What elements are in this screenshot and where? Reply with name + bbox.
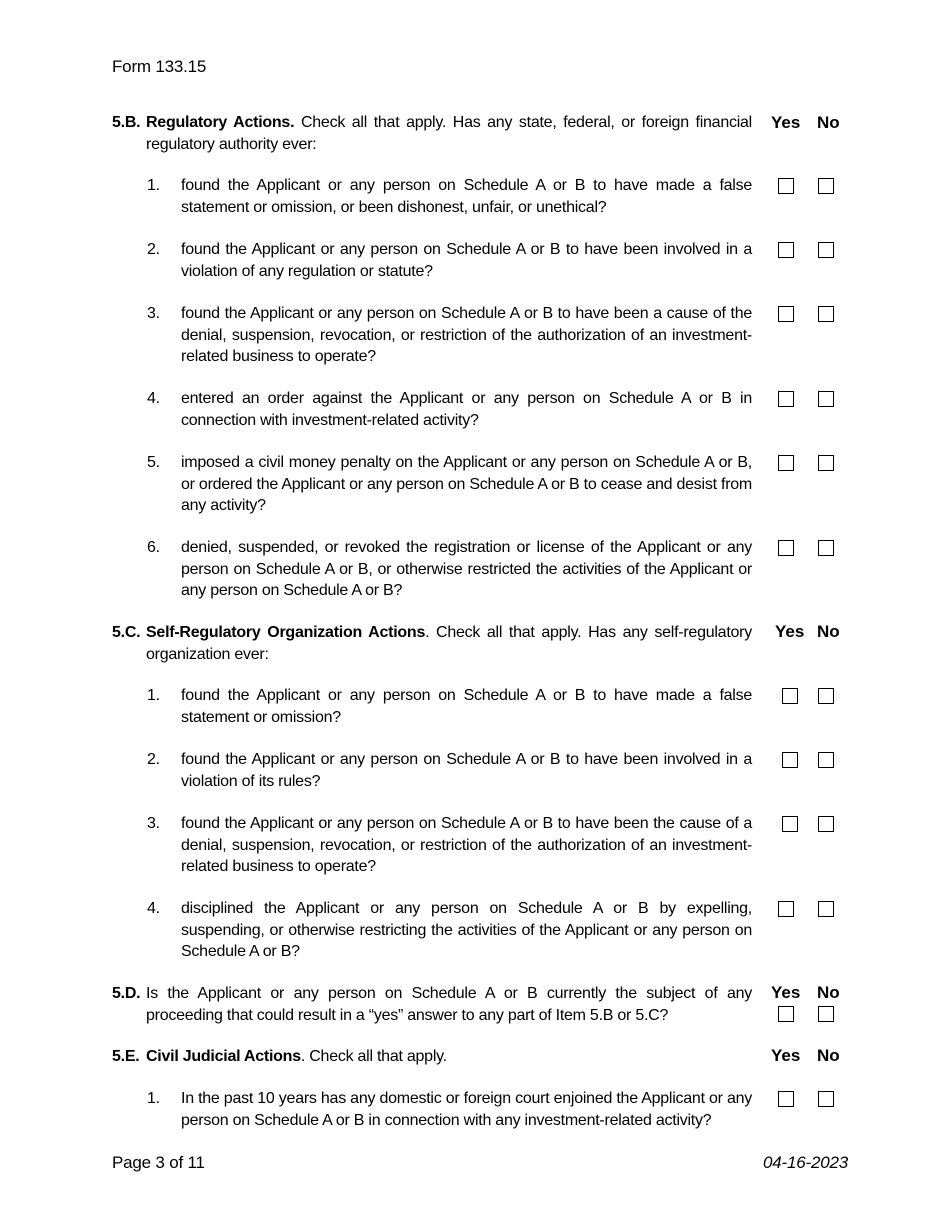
section-5e-header (112, 1046, 752, 1068)
section-intro-text: . Check all that apply. Has any self-regulatory organization ever: (146, 624, 752, 663)
no-checkbox-5c-4[interactable] (818, 901, 834, 917)
section-title: Regulatory Actions. (146, 114, 295, 131)
question-number: 2. (147, 751, 160, 768)
question-5b-3 (147, 303, 752, 368)
yes-checkbox-5b-6[interactable] (778, 540, 794, 556)
no-checkbox-5c-1[interactable] (818, 688, 834, 704)
question-number: 3. (147, 305, 160, 322)
no-checkbox-5c-2[interactable] (818, 752, 834, 768)
question-text: disciplined the Applicant or any person on Schedule A or B by expelling, suspending, or otherwise restricting the activities of the Applicant or any person on Schedule A or B? (181, 900, 752, 960)
section-5c-intro (146, 622, 752, 665)
question-number: 5. (147, 454, 160, 471)
section-5b-header (112, 112, 752, 155)
revision-date: 04-16-2023 (763, 1153, 848, 1172)
question-text: In the past 10 years has any domestic or foreign court enjoined the Applicant or any person on Schedule A or B in connection with any investment-related activity? (181, 1090, 752, 1129)
question-5b-5 (147, 452, 752, 517)
no-checkbox-5b-2[interactable] (818, 242, 834, 258)
no-checkbox-5d[interactable] (818, 1006, 834, 1022)
question-number: 3. (147, 815, 160, 832)
question-5c-3 (147, 813, 752, 878)
section-intro-text: . Check all that apply. (300, 1048, 447, 1065)
question-number: 4. (147, 900, 160, 917)
section-number: 5.E. (112, 1048, 140, 1065)
section-intro-text: Check all that apply. Has any state, federal, or foreign financial regulatory authority ever: (146, 114, 752, 153)
no-column-header: No (817, 113, 840, 132)
question-5c-2 (147, 749, 752, 792)
question-5b-2 (147, 239, 752, 282)
form-number: Form 133.15 (112, 57, 207, 76)
yes-checkbox-5e-1[interactable] (778, 1091, 794, 1107)
question-text: found the Applicant or any person on Schedule A or B to have been involved in a violation of its rules? (181, 751, 752, 790)
yes-checkbox-5c-3[interactable] (782, 816, 798, 832)
yes-checkbox-5b-4[interactable] (778, 391, 794, 407)
no-checkbox-5b-5[interactable] (818, 455, 834, 471)
question-text: found the Applicant or any person on Schedule A or B to have been the cause of a denial, suspension, revocation, or restriction of the authorization of an investment-related business to operate? (181, 815, 752, 875)
question-number: 6. (147, 539, 160, 556)
no-checkbox-5b-4[interactable] (818, 391, 834, 407)
yes-column-header: Yes (771, 983, 801, 1002)
no-checkbox-5b-1[interactable] (818, 178, 834, 194)
question-text: imposed a civil money penalty on the Applicant or any person on Schedule A or B, or ordered the Applicant or any person on Schedule A or B to cease and desist from any activity? (181, 454, 752, 514)
section-5e-intro (146, 1046, 752, 1068)
question-text: denied, suspended, or revoked the registration or license of the Applicant or any person on Schedule A or B, or otherwise restricted the activities of the Applicant or any person on Schedule A or B? (181, 539, 752, 599)
question-number: 2. (147, 241, 160, 258)
section-5c-header (112, 622, 752, 665)
yes-checkbox-5b-5[interactable] (778, 455, 794, 471)
section-number: 5.D. (112, 985, 141, 1002)
no-checkbox-5e-1[interactable] (818, 1091, 834, 1107)
yes-checkbox-5d[interactable] (778, 1006, 794, 1022)
question-5b-1 (147, 175, 752, 218)
yes-column-header: Yes (775, 622, 805, 641)
page-number: Page 3 of 11 (112, 1153, 205, 1172)
no-checkbox-5c-3[interactable] (818, 816, 834, 832)
yes-checkbox-5c-2[interactable] (782, 752, 798, 768)
yes-checkbox-5c-4[interactable] (778, 901, 794, 917)
section-title: Self-Regulatory Organization Actions (146, 624, 426, 641)
question-number: 1. (147, 687, 160, 704)
yes-column-header: Yes (771, 113, 801, 132)
section-5d (112, 983, 752, 1026)
no-checkbox-5b-6[interactable] (818, 540, 834, 556)
section-5b-intro (146, 112, 752, 155)
yes-checkbox-5b-3[interactable] (778, 306, 794, 322)
question-5c-1 (147, 685, 752, 728)
yes-checkbox-5c-1[interactable] (782, 688, 798, 704)
question-number: 1. (147, 177, 160, 194)
question-number: 4. (147, 390, 160, 407)
question-text: found the Applicant or any person on Schedule A or B to have made a false statement or omission? (181, 687, 752, 726)
section-title: Civil Judicial Actions (146, 1048, 301, 1065)
question-number: 1. (147, 1090, 160, 1107)
question-5c-4 (147, 898, 752, 963)
question-text: found the Applicant or any person on Schedule A or B to have made a false statement or omission, or been dishonest, unfair, or unethical? (181, 177, 752, 216)
no-column-header: No (817, 983, 840, 1002)
yes-checkbox-5b-2[interactable] (778, 242, 794, 258)
question-text: found the Applicant or any person on Schedule A or B to have been a cause of the denial, suspension, revocation, or restriction of the authorization of an investment-related business to operate? (181, 305, 752, 365)
no-checkbox-5b-3[interactable] (818, 306, 834, 322)
no-column-header: No (817, 1046, 840, 1065)
question-5b-6 (147, 537, 752, 602)
section-number: 5.B. (112, 114, 141, 131)
question-text: found the Applicant or any person on Schedule A or B to have been involved in a violation of any regulation or statute? (181, 241, 752, 280)
question-5b-4 (147, 388, 752, 431)
section-5d-text: Is the Applicant or any person on Schedule A or B currently the subject of any proceeding that could result in a “yes” answer to any part of Item 5.B or 5.C? (146, 985, 752, 1024)
no-column-header: No (817, 622, 840, 641)
yes-checkbox-5b-1[interactable] (778, 178, 794, 194)
question-text: entered an order against the Applicant or any person on Schedule A or B in connection with investment-related activity? (181, 390, 752, 429)
question-5e-1 (147, 1088, 752, 1131)
yes-column-header: Yes (771, 1046, 801, 1065)
section-number: 5.C. (112, 624, 141, 641)
